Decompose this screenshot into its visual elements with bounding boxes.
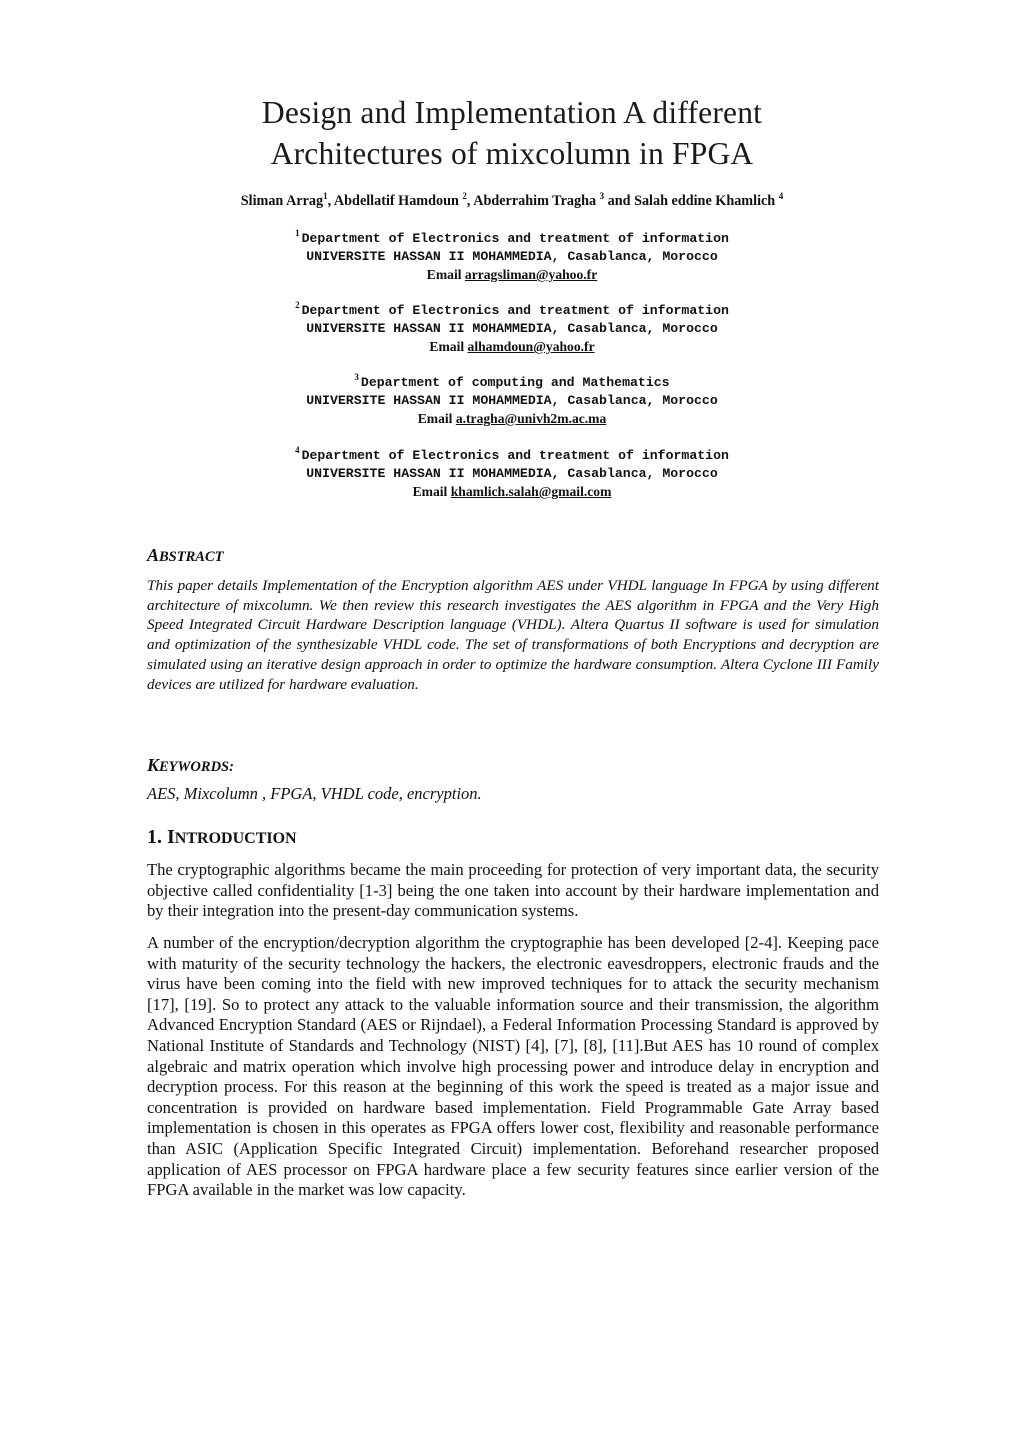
affiliation-department: Department of computing and Mathematics: [360, 375, 670, 390]
email-link[interactable]: a.tragha@univh2m.ac.ma: [455, 411, 607, 426]
email-label: Email: [426, 267, 465, 282]
author-superscript: 1: [323, 191, 328, 201]
author-superscript: 4: [778, 191, 784, 201]
email-link[interactable]: alhamdoun@yahoo.fr: [467, 339, 595, 354]
affiliation-university: UNIVERSITE HASSAN II MOHAMMEDIA, Casablanca, Morocco: [306, 466, 718, 481]
author-superscript: 3: [599, 191, 605, 201]
affiliation-1: [150, 230, 874, 284]
author-name: , Abdellatif Hamdoun: [327, 193, 463, 209]
email-link[interactable]: arragsliman@yahoo.fr: [464, 267, 598, 282]
keywords-heading: KEYWORDS:: [147, 755, 234, 775]
affiliation-3: [150, 374, 874, 428]
affiliation-university: UNIVERSITE HASSAN II MOHAMMEDIA, Casablanca, Morocco: [306, 393, 718, 408]
title-line-1: Design and Implementation A different: [261, 95, 763, 130]
affiliation-number: 1: [295, 228, 300, 238]
introduction-heading: 1. INTRODUCTION: [147, 826, 297, 848]
author-list: [150, 191, 874, 211]
affiliation-number: 4: [295, 445, 300, 455]
affiliation-university: UNIVERSITE HASSAN II MOHAMMEDIA, Casablanca, Morocco: [306, 321, 718, 336]
affiliation-department: Department of Electronics and treatment of information: [301, 303, 729, 318]
paper-title: [150, 92, 874, 174]
email-link[interactable]: khamlich.salah@gmail.com: [450, 484, 612, 499]
affiliation-2: [150, 302, 874, 356]
affiliation-4: [150, 447, 874, 501]
email-label: Email: [417, 411, 456, 426]
affiliation-number: 3: [354, 372, 359, 382]
author-name: , Abderrahim Tragha: [466, 193, 600, 209]
affiliation-university: UNIVERSITE HASSAN II MOHAMMEDIA, Casablanca, Morocco: [306, 249, 718, 264]
author-name: Sliman Arrag: [240, 193, 324, 209]
affiliation-department: Department of Electronics and treatment of information: [301, 448, 729, 463]
intro-paragraph-1: The cryptographic algorithms became the main proceeding for protection of very important data, the security objective called confidentiality [1-3] being the one taken into account by their hardware implementation and by their integration into the present-day communication systems.: [147, 860, 879, 921]
title-line-2: Architectures of mixcolumn in FPGA: [270, 136, 754, 171]
email-label: Email: [429, 339, 468, 354]
keywords-text: AES, Mixcolumn , FPGA, VHDL code, encryption.: [147, 784, 482, 803]
intro-paragraph-2: A number of the encryption/decryption algorithm the cryptographie has been developed [2-4]. Keeping pace with maturity of the security technology the hackers, the electronic eavesdroppers, electronic frauds and the virus have been coming into the field with new improved techniques for to attack the security mechanism [17], [19]. So to protect any attack to the valuable information source and their transmission, the algorithm Advanced Encryption Standard (AES or Rijndael), a Federal Information Processing Standard is approved by National Institute of Standards and Technology (NIST) [4], [7], [8], [11].But AES has 10 round of complex algebraic and matrix operation which involve high processing power and introduce delay in encryption and decryption process. For this reason at the beginning of this work the speed is treated as a major issue and concentration is provided on hardware based implementation. Field Programmable Gate Array based implementation is chosen in this operates as FPGA offers lower cost, flexibility and reasonable performance than ASIC (Application Specific Integrated Circuit) implementation. Beforehand researcher proposed application of AES processor on FPGA hardware place a few security features since earlier version of the FPGA available in the market was low capacity.: [147, 933, 879, 1200]
email-label: Email: [412, 484, 451, 499]
author-name: and Salah eddine Khamlich: [604, 193, 779, 209]
affiliation-number: 2: [295, 300, 300, 310]
affiliation-department: Department of Electronics and treatment of information: [301, 231, 729, 246]
author-superscript: 2: [462, 191, 467, 201]
abstract-heading: ABSTRACT: [147, 545, 224, 565]
abstract-text: This paper details Implementation of the Encryption algorithm AES under VHDL language In FPGA by using different architecture of mixcolumn. We then review this research investigates the AES algorithm in FPGA and the Very High Speed Integrated Circuit Hardware Description language (VHDL). Altera Quartus II software is used for simulation and optimization of the synthesizable VHDL code. The set of transformations of both Encryptions and decryption are simulated using an iterative design approach in order to optimize the hardware consumption. Altera Cyclone III Family devices are utilized for hardware evaluation.: [147, 577, 879, 693]
